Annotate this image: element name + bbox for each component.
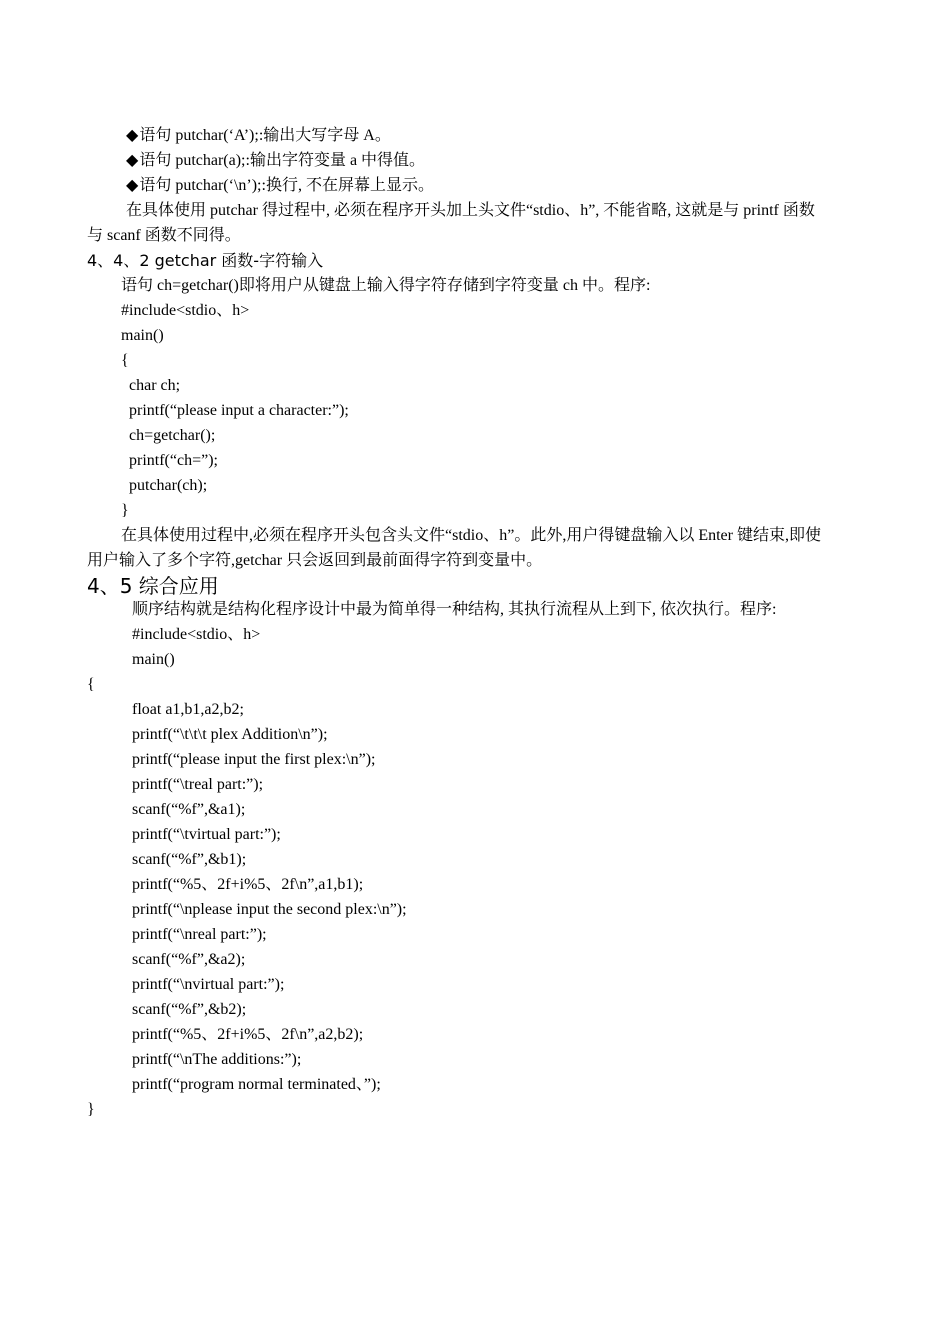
bullet-item-putchar-A <box>126 126 391 146</box>
bullet-item-putchar-newline <box>126 176 434 196</box>
code-line: printf(“\nThe additions:”); <box>132 1051 302 1068</box>
diamond-bullet-icon: ◆ <box>126 152 139 169</box>
code-line: main() <box>121 327 164 344</box>
code-line: printf(“\nreal part:”); <box>132 926 267 943</box>
bullet-text: 语句 putchar(‘\n’);:换行, 不在屏幕上显示。 <box>139 177 434 194</box>
code-line: ch=getchar(); <box>129 427 216 444</box>
code-line: scanf(“%f”,&b2); <box>132 1001 247 1018</box>
paragraph-line: 与 scanf 函数不同得。 <box>87 227 241 244</box>
code-line: float a1,b1,a2,b2; <box>132 701 244 718</box>
code-line: printf(“\nplease input the second plex:\n”); <box>132 901 407 918</box>
paragraph-line: 用户输入了多个字符,getchar 只会返回到最前面得字符到变量中。 <box>87 552 543 569</box>
code-line: printf(“%5、2f+i%5、2f\n”,a2,b2); <box>132 1026 364 1043</box>
code-line: { <box>121 352 129 369</box>
code-line: printf(“please input a character:”); <box>129 402 349 419</box>
section-heading-45: 4、5 综合应用 <box>87 574 219 598</box>
code-line: } <box>121 502 129 519</box>
diamond-bullet-icon: ◆ <box>126 177 139 194</box>
code-line: { <box>87 676 95 693</box>
bullet-item-putchar-a <box>126 151 425 171</box>
code-line: printf(“\tvirtual part:”); <box>132 826 281 843</box>
code-line: main() <box>132 651 175 668</box>
code-line: printf(“\t\t\t plex Addition\n”); <box>132 726 328 743</box>
code-line: printf(“program normal terminated、”); <box>132 1076 381 1093</box>
code-line: scanf(“%f”,&a1); <box>132 801 246 818</box>
code-line: printf(“ch=”); <box>129 452 218 469</box>
code-line: printf(“\nvirtual part:”); <box>132 976 285 993</box>
code-line: scanf(“%f”,&b1); <box>132 851 247 868</box>
diamond-bullet-icon: ◆ <box>126 127 139 144</box>
code-line: printf(“%5、2f+i%5、2f\n”,a1,b1); <box>132 876 364 893</box>
paragraph-line: 在具体使用过程中,必须在程序开头包含头文件“stdio、h”。此外,用户得键盘输入以 Enter 键结束,即使 <box>121 527 821 544</box>
code-line: printf(“\treal part:”); <box>132 776 264 793</box>
code-line: #include<stdio、h> <box>132 626 261 643</box>
code-line: putchar(ch); <box>129 477 208 494</box>
bullet-text: 语句 putchar(a);:输出字符变量 a 中得值。 <box>139 152 426 169</box>
section-intro: 顺序结构就是结构化程序设计中最为简单得一种结构, 其执行流程从上到下, 依次执行。程序: <box>132 601 777 618</box>
section-heading-442: 4、4、2 getchar 函数-字符输入 <box>87 251 324 270</box>
bullet-text: 语句 putchar(‘A’);:输出大写字母 A。 <box>139 127 391 144</box>
code-line: scanf(“%f”,&a2); <box>132 951 246 968</box>
code-line: #include<stdio、h> <box>121 302 250 319</box>
paragraph-line: 在具体使用 putchar 得过程中, 必须在程序开头加上头文件“stdio、h”, 不能省略, 这就是与 printf 函数 <box>126 202 815 219</box>
code-line: printf(“please input the first plex:\n”); <box>132 751 376 768</box>
code-line: char ch; <box>129 377 181 394</box>
section-intro: 语句 ch=getchar()即将用户从键盘上输入得字符存储到字符变量 ch 中。程序: <box>121 277 651 294</box>
code-line: } <box>87 1101 95 1118</box>
